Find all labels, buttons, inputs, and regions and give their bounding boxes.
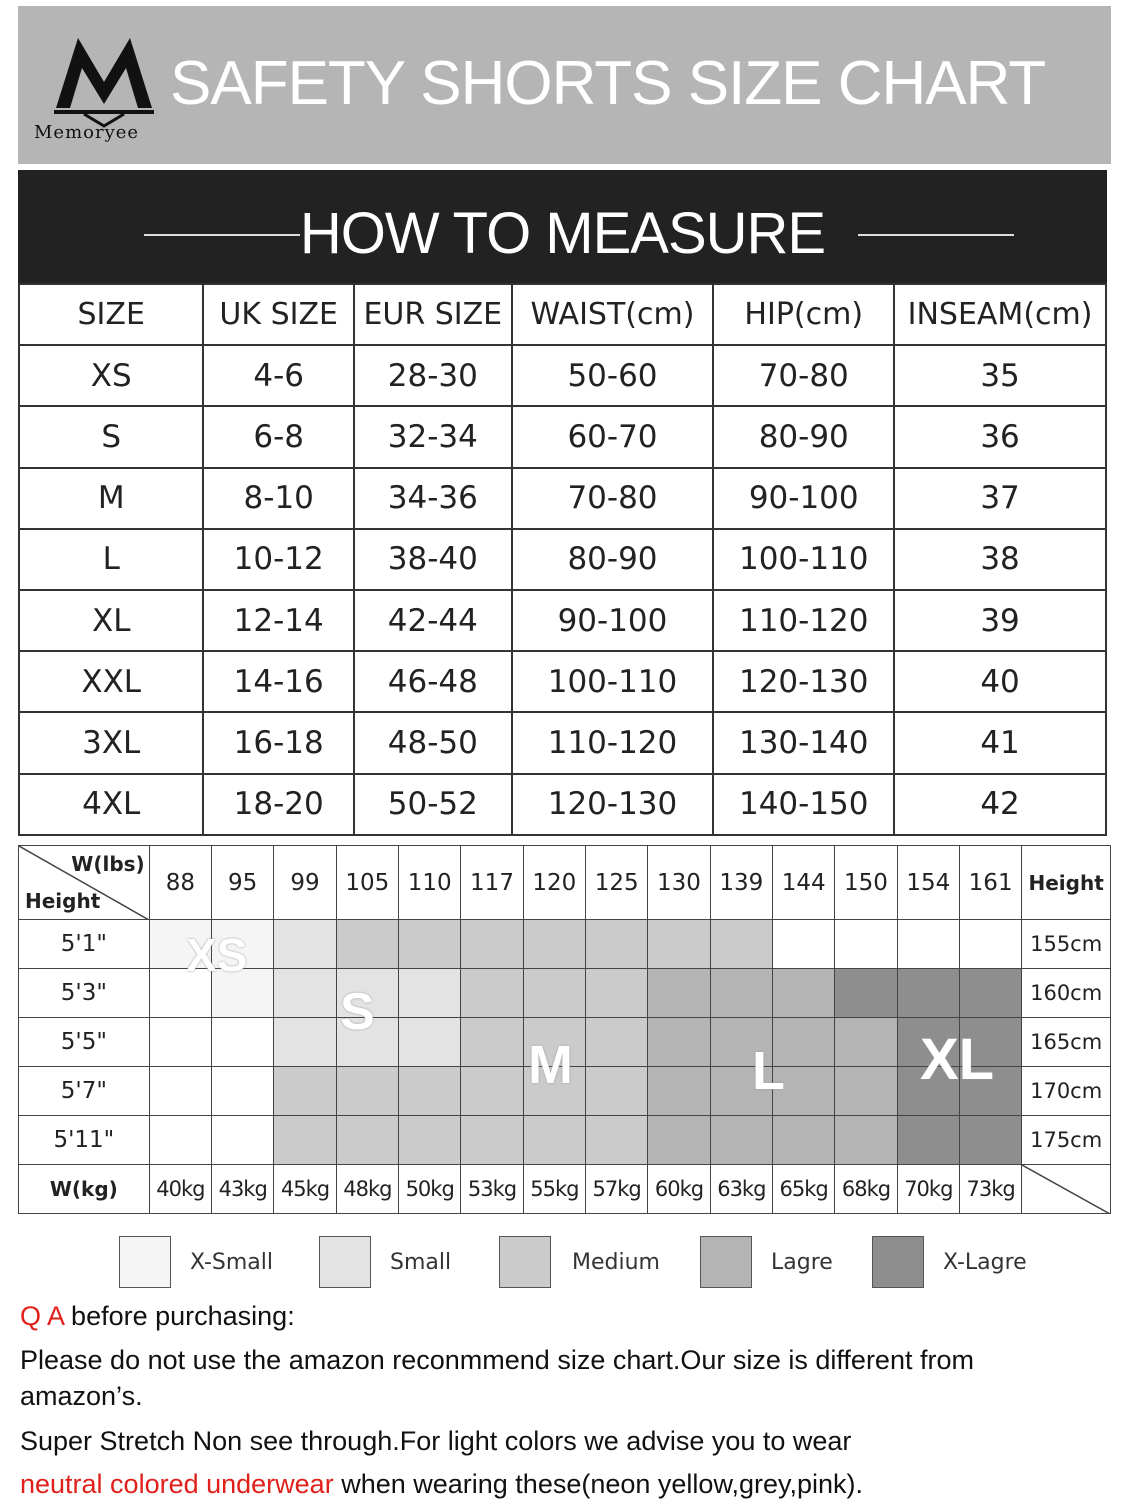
grid-cell: [648, 1018, 710, 1067]
legend-swatch-large: [700, 1236, 752, 1288]
height-row: [19, 969, 1111, 1018]
grid-cell: [461, 1067, 523, 1116]
kg-row: [19, 1165, 1111, 1214]
size-cell: XL: [19, 590, 203, 651]
grid-cell: [835, 969, 897, 1018]
legend-label: Small: [390, 1250, 452, 1275]
size-cell: 6-8: [203, 406, 354, 467]
height-ft-cell: 5'5": [19, 1018, 150, 1067]
lbs-cell: 139: [710, 846, 772, 920]
grid-cell: [586, 1018, 648, 1067]
size-cell: 12-14: [203, 590, 354, 651]
zone-label-l: L: [752, 1041, 785, 1101]
legend-swatch-xsmall: [119, 1236, 171, 1288]
zone-label-xs: XS: [186, 929, 248, 981]
header-cell: UK SIZE: [203, 284, 354, 345]
size-cell: 50-60: [512, 345, 714, 406]
grid-cell: [274, 1116, 336, 1165]
kg-cell: 73kg: [959, 1165, 1021, 1214]
kg-cell: 60kg: [648, 1165, 710, 1214]
grid-cell: [212, 1116, 274, 1165]
zone-label-m: M: [528, 1035, 573, 1095]
height-row: [19, 920, 1111, 969]
size-cell: 50-52: [354, 774, 512, 835]
underwear-highlight: neutral colored underwear: [20, 1469, 334, 1499]
grid-cell: [274, 969, 336, 1018]
qa-label: Q A: [20, 1301, 64, 1331]
lbs-cell: 154: [897, 846, 959, 920]
size-cell: 70-80: [512, 468, 714, 529]
grid-cell: [149, 1067, 211, 1116]
grid-cell: [461, 1116, 523, 1165]
height-label: Height: [25, 889, 101, 913]
grid-cell: [648, 1067, 710, 1116]
header-cell: EUR SIZE: [354, 284, 512, 345]
grid-corner-cell: [19, 846, 150, 920]
note-line: amazon’s.: [20, 1381, 143, 1411]
brand-name: Memoryee: [34, 122, 140, 143]
grid-cell: [772, 1116, 834, 1165]
section-title: HOW TO MEASURE: [299, 201, 826, 266]
divider-right: [858, 234, 1014, 236]
kg-cell: 65kg: [772, 1165, 834, 1214]
size-cell: 36: [894, 406, 1106, 467]
size-cell: 120-130: [713, 651, 894, 712]
zone-label-s: S: [340, 983, 375, 1041]
grid-cell: [399, 1018, 461, 1067]
size-cell: 39: [894, 590, 1106, 651]
lbs-cell: 88: [149, 846, 211, 920]
grid-cell: [710, 920, 772, 969]
height-ft-cell: 5'7": [19, 1067, 150, 1116]
legend-swatch-small: [319, 1236, 371, 1288]
size-table: [18, 283, 1107, 836]
grid-cell: [648, 969, 710, 1018]
size-cell: 110-120: [713, 590, 894, 651]
kg-label: W(kg): [19, 1165, 150, 1214]
size-row: [19, 651, 1106, 712]
grid-cell: [212, 1018, 274, 1067]
weight-lbs-label: W(lbs): [71, 852, 145, 876]
height-cm-header: Height: [1022, 846, 1111, 920]
grid-cell: [586, 1067, 648, 1116]
kg-cell: 70kg: [897, 1165, 959, 1214]
lbs-cell: 130: [648, 846, 710, 920]
grid-cell: [523, 969, 585, 1018]
lbs-cell: 105: [336, 846, 398, 920]
lbs-cell: 161: [959, 846, 1021, 920]
note-text: when wearing these(neon yellow,grey,pink).: [333, 1469, 863, 1499]
grid-cell: [461, 920, 523, 969]
size-row: [19, 712, 1106, 773]
grid-cell: [772, 920, 834, 969]
diagonal-line: [1022, 1165, 1110, 1214]
grid-cell: [835, 1018, 897, 1067]
size-cell: 90-100: [512, 590, 714, 651]
size-cell: 42-44: [354, 590, 512, 651]
lbs-cell: 120: [523, 846, 585, 920]
size-cell: 70-80: [713, 345, 894, 406]
legend-label: X-Lagre: [943, 1250, 1027, 1275]
grid-cell: [399, 969, 461, 1018]
kg-cell: 55kg: [523, 1165, 585, 1214]
size-cell: L: [19, 529, 203, 590]
lbs-cell: 110: [399, 846, 461, 920]
size-cell: M: [19, 468, 203, 529]
height-cm-cell: 160cm: [1022, 969, 1111, 1018]
lbs-cell: 125: [586, 846, 648, 920]
kg-cell: 50kg: [399, 1165, 461, 1214]
header-cell: INSEAM(cm): [894, 284, 1106, 345]
grid-cell: [274, 1067, 336, 1116]
grid-cell: [835, 920, 897, 969]
size-cell: 3XL: [19, 712, 203, 773]
grid-cell: [959, 1116, 1021, 1165]
grid-cell: [399, 1067, 461, 1116]
grid-cell: [399, 920, 461, 969]
size-row: [19, 774, 1106, 835]
grid-cell: [274, 1018, 336, 1067]
size-cell: 140-150: [713, 774, 894, 835]
size-cell: 48-50: [354, 712, 512, 773]
grid-cell: [336, 1067, 398, 1116]
size-cell: 80-90: [713, 406, 894, 467]
legend-swatch-xlarge: [872, 1236, 924, 1288]
size-cell: 10-12: [203, 529, 354, 590]
kg-cell: 68kg: [835, 1165, 897, 1214]
size-row: [19, 529, 1106, 590]
grid-cell: [461, 1018, 523, 1067]
color-legend: [0, 1236, 1123, 1288]
size-cell: 18-20: [203, 774, 354, 835]
size-row: [19, 590, 1106, 651]
grid-cell: [586, 1116, 648, 1165]
size-cell: 14-16: [203, 651, 354, 712]
grid-cell: [897, 920, 959, 969]
grid-cell: [461, 969, 523, 1018]
grid-cell: [710, 969, 772, 1018]
grid-cell: [959, 920, 1021, 969]
note-line: [20, 1466, 863, 1502]
height-cm-cell: 165cm: [1022, 1018, 1111, 1067]
size-cell: 34-36: [354, 468, 512, 529]
lbs-cell: 117: [461, 846, 523, 920]
grid-cell: [648, 1116, 710, 1165]
size-row: [19, 468, 1106, 529]
kg-cell: 63kg: [710, 1165, 772, 1214]
size-cell: 46-48: [354, 651, 512, 712]
size-cell: XXL: [19, 651, 203, 712]
kg-cell: 57kg: [586, 1165, 648, 1214]
size-cell: XS: [19, 345, 203, 406]
grid-cell: [648, 920, 710, 969]
size-table-header: [19, 284, 1106, 345]
how-to-measure-band: [18, 170, 1107, 283]
grid-cell: [835, 1067, 897, 1116]
size-cell: 4XL: [19, 774, 203, 835]
size-cell: 100-110: [713, 529, 894, 590]
size-cell: 35: [894, 345, 1106, 406]
grid-cell: [274, 920, 336, 969]
grid-cell: [586, 969, 648, 1018]
size-cell: 60-70: [512, 406, 714, 467]
size-cell: 40: [894, 651, 1106, 712]
lbs-cell: 150: [835, 846, 897, 920]
size-row: [19, 345, 1106, 406]
header-cell: SIZE: [19, 284, 203, 345]
grid-cell: [336, 920, 398, 969]
size-cell: 90-100: [713, 468, 894, 529]
grid-cell: [586, 920, 648, 969]
kg-cell: 45kg: [274, 1165, 336, 1214]
kg-cell: 40kg: [149, 1165, 211, 1214]
size-cell: 4-6: [203, 345, 354, 406]
kg-cell: 43kg: [212, 1165, 274, 1214]
size-cell: 8-10: [203, 468, 354, 529]
size-cell: 28-30: [354, 345, 512, 406]
size-cell: 110-120: [512, 712, 714, 773]
zone-label-xl: XL: [920, 1027, 995, 1092]
qa-text: before purchasing:: [63, 1301, 295, 1331]
height-cm-cell: 170cm: [1022, 1067, 1111, 1116]
height-row: [19, 1116, 1111, 1165]
note-line: Super Stretch Non see through.For light colors we advise you to wear: [20, 1426, 852, 1456]
grid-header-row: [19, 846, 1111, 920]
kg-cell: 48kg: [336, 1165, 398, 1214]
grid-cell: [710, 1116, 772, 1165]
size-cell: 100-110: [512, 651, 714, 712]
note-line: Please do not use the amazon reconmmend size chart.Our size is different from: [20, 1345, 974, 1375]
grid-cell: [523, 920, 585, 969]
height-cm-cell: 175cm: [1022, 1116, 1111, 1165]
height-cm-cell: 155cm: [1022, 920, 1111, 969]
size-cell: 42: [894, 774, 1106, 835]
kg-corner-cell: [1022, 1165, 1111, 1214]
size-cell: 37: [894, 468, 1106, 529]
size-cell: 41: [894, 712, 1106, 773]
height-ft-cell: 5'11": [19, 1116, 150, 1165]
lbs-cell: 95: [212, 846, 274, 920]
size-cell: 38: [894, 529, 1106, 590]
grid-cell: [897, 969, 959, 1018]
legend-swatch-medium: [499, 1236, 551, 1288]
header-cell: WAIST(cm): [512, 284, 714, 345]
grid-cell: [149, 1116, 211, 1165]
grid-cell: [959, 969, 1021, 1018]
size-cell: 32-34: [354, 406, 512, 467]
kg-cell: 53kg: [461, 1165, 523, 1214]
legend-label: X-Small: [190, 1250, 274, 1275]
legend-label: Lagre: [771, 1250, 833, 1275]
grid-cell: [336, 1116, 398, 1165]
lbs-cell: 144: [772, 846, 834, 920]
height-ft-cell: 5'1": [19, 920, 150, 969]
size-cell: 130-140: [713, 712, 894, 773]
grid-cell: [772, 969, 834, 1018]
legend-label: Medium: [572, 1250, 660, 1275]
grid-cell: [835, 1116, 897, 1165]
grid-cell: [523, 1116, 585, 1165]
grid-cell: [897, 1116, 959, 1165]
size-row: [19, 406, 1106, 467]
size-cell: 16-18: [203, 712, 354, 773]
header-cell: HIP(cm): [713, 284, 894, 345]
grid-cell: [149, 1018, 211, 1067]
qa-heading: [20, 1298, 295, 1334]
page-title: SAFETY SHORTS SIZE CHART: [170, 49, 1046, 118]
grid-cell: [212, 1067, 274, 1116]
grid-cell: [399, 1116, 461, 1165]
size-cell: S: [19, 406, 203, 467]
size-cell: 120-130: [512, 774, 714, 835]
size-cell: 38-40: [354, 529, 512, 590]
size-cell: 80-90: [512, 529, 714, 590]
height-ft-cell: 5'3": [19, 969, 150, 1018]
header-banner: [18, 6, 1111, 164]
lbs-cell: 99: [274, 846, 336, 920]
